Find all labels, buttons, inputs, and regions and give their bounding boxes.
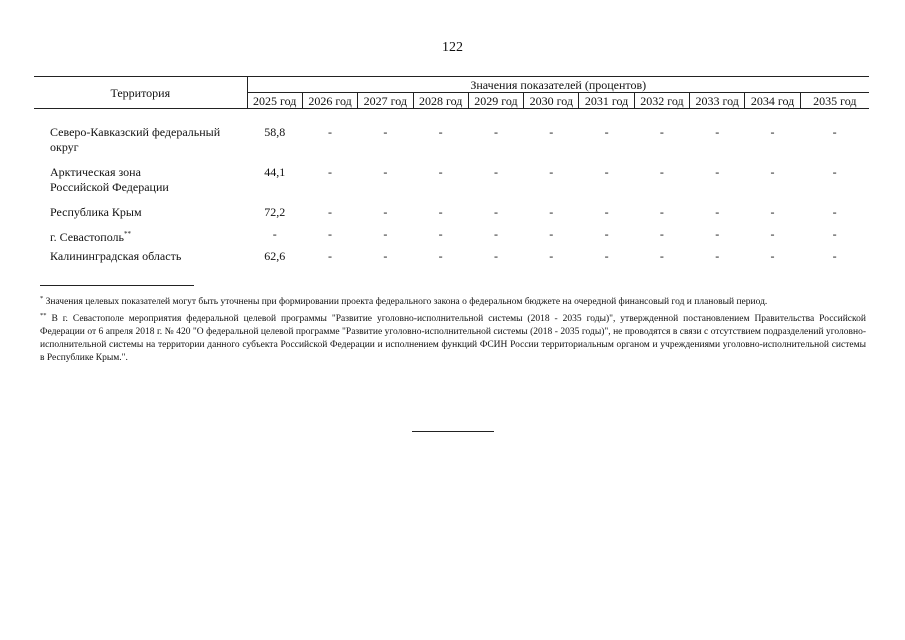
territory-cell — [34, 227, 247, 249]
value-cell: - — [438, 227, 443, 241]
value-cell: - — [604, 249, 609, 263]
value-cell: 62,6 — [264, 249, 286, 263]
value-cell: - — [715, 125, 720, 139]
value-cell: - — [604, 227, 609, 241]
value-cell: - — [770, 125, 775, 139]
value-cell: - — [549, 125, 554, 139]
value-cell: - — [438, 249, 443, 263]
table-row — [34, 125, 869, 165]
value-cell: - — [328, 227, 333, 241]
territory-name-line: Северо-Кавказский федеральный — [50, 125, 221, 139]
end-separator — [412, 431, 494, 432]
value-cell: - — [659, 227, 664, 241]
value-cell: - — [328, 165, 333, 179]
table-body — [34, 109, 869, 272]
value-cell: - — [493, 125, 498, 139]
value-cell: - — [832, 227, 837, 241]
year-column-header: 2031 год — [579, 93, 634, 109]
value-cell: - — [328, 249, 333, 263]
value-cell: 58,8 — [264, 125, 286, 139]
value-cell: - — [659, 205, 664, 219]
table-row — [34, 205, 869, 227]
value-cell: - — [715, 165, 720, 179]
table-row — [34, 249, 869, 271]
year-column-header: 2029 год — [468, 93, 523, 109]
value-cell: - — [383, 227, 388, 241]
footnote-marker: ** — [40, 312, 47, 319]
footnote-text: В г. Севастополе мероприятия федеральной целевой программы "Развитие уголовно-исполнительной системы (2018 - 2035 годы)", утвержденной постановлением Правительства Российской Федерации от 6 апреля 2018 г. № 420 "О федеральной целевой программе "Развитие уголовно-исполнительной системы (2018 - 2035 годы)", не проводятся в связи с отсутствием подразделений уголовно-исполнительной системы на территории данного субъекта Российской Федерации и исполнением функций ФСИН России территориальным органом и учреждениями уголовно-исполнительной системы в Республике Крым.". — [40, 314, 866, 363]
value-cell: - — [438, 205, 443, 219]
territory-name-line: Арктическая зона — [50, 165, 141, 179]
value-cell: - — [715, 227, 720, 241]
value-cell: - — [383, 205, 388, 219]
value-cell: - — [328, 125, 333, 139]
year-column-header: 2028 год — [413, 93, 468, 109]
value-cell: - — [715, 205, 720, 219]
footnotes — [40, 292, 866, 365]
footnote-marker: * — [40, 295, 44, 302]
footnote-marker: ** — [124, 230, 132, 238]
value-cell: - — [438, 125, 443, 139]
value-cell: - — [832, 165, 837, 179]
value-cell: - — [549, 227, 554, 241]
value-cell: - — [438, 165, 443, 179]
footnote — [40, 309, 866, 365]
value-cell: - — [659, 165, 664, 179]
value-cell: - — [549, 165, 554, 179]
year-column-header: 2026 год — [302, 93, 357, 109]
year-column-header: 2035 год — [800, 93, 869, 109]
value-cell: - — [383, 125, 388, 139]
territory-name-line: г. Севастополь — [50, 230, 125, 244]
footnote-separator — [40, 285, 194, 286]
value-cell: - — [493, 227, 498, 241]
year-column-header: 2032 год — [634, 93, 689, 109]
value-cell: - — [549, 205, 554, 219]
year-column-header: 2030 год — [524, 93, 579, 109]
value-cell: - — [493, 205, 498, 219]
value-cell: - — [604, 205, 609, 219]
year-column-header: 2033 год — [690, 93, 745, 109]
value-cell: - — [604, 125, 609, 139]
value-cell: - — [770, 249, 775, 263]
value-cell: - — [383, 249, 388, 263]
year-column-header: 2025 год — [247, 93, 302, 109]
footnote-text: Значения целевых показателей могут быть уточнены при формировании проекта федерального закона о федеральном бюджете на очередной финансовый год и плановый период. — [43, 297, 768, 307]
territory-name-line: Российской Федерации — [50, 180, 169, 194]
territory-cell — [34, 205, 247, 227]
year-column-header: 2027 год — [358, 93, 413, 109]
value-cell: - — [659, 249, 664, 263]
value-cell: - — [770, 165, 775, 179]
value-cell: - — [832, 125, 837, 139]
footnote — [40, 292, 866, 309]
value-cell: - — [383, 165, 388, 179]
territory-cell — [34, 165, 247, 205]
territory-name-line: Калининградская область — [50, 249, 182, 263]
page-number: 122 — [442, 40, 463, 55]
value-cell: - — [832, 249, 837, 263]
indicator-table — [34, 76, 869, 271]
territory-name-line: Республика Крым — [50, 205, 142, 219]
table-row — [34, 227, 869, 249]
value-cell: - — [832, 205, 837, 219]
value-cell: - — [659, 125, 664, 139]
value-cell: 72,2 — [264, 205, 286, 219]
value-cell: 44,1 — [264, 165, 286, 179]
table-header — [34, 77, 869, 109]
territory-name-line: округ — [50, 140, 79, 154]
value-cell: - — [493, 249, 498, 263]
value-cell: - — [770, 205, 775, 219]
value-cell: - — [272, 227, 277, 241]
value-cell: - — [770, 227, 775, 241]
year-column-header: 2034 год — [745, 93, 800, 109]
table-row — [34, 165, 869, 205]
value-cell: - — [493, 165, 498, 179]
territory-column-header: Территория — [34, 77, 247, 109]
value-cell: - — [549, 249, 554, 263]
territory-cell — [34, 249, 247, 271]
territory-cell — [34, 125, 247, 165]
value-cell: - — [328, 205, 333, 219]
values-group-header: Значения показателей (процентов) — [247, 77, 869, 93]
value-cell: - — [715, 249, 720, 263]
value-cell: - — [604, 165, 609, 179]
